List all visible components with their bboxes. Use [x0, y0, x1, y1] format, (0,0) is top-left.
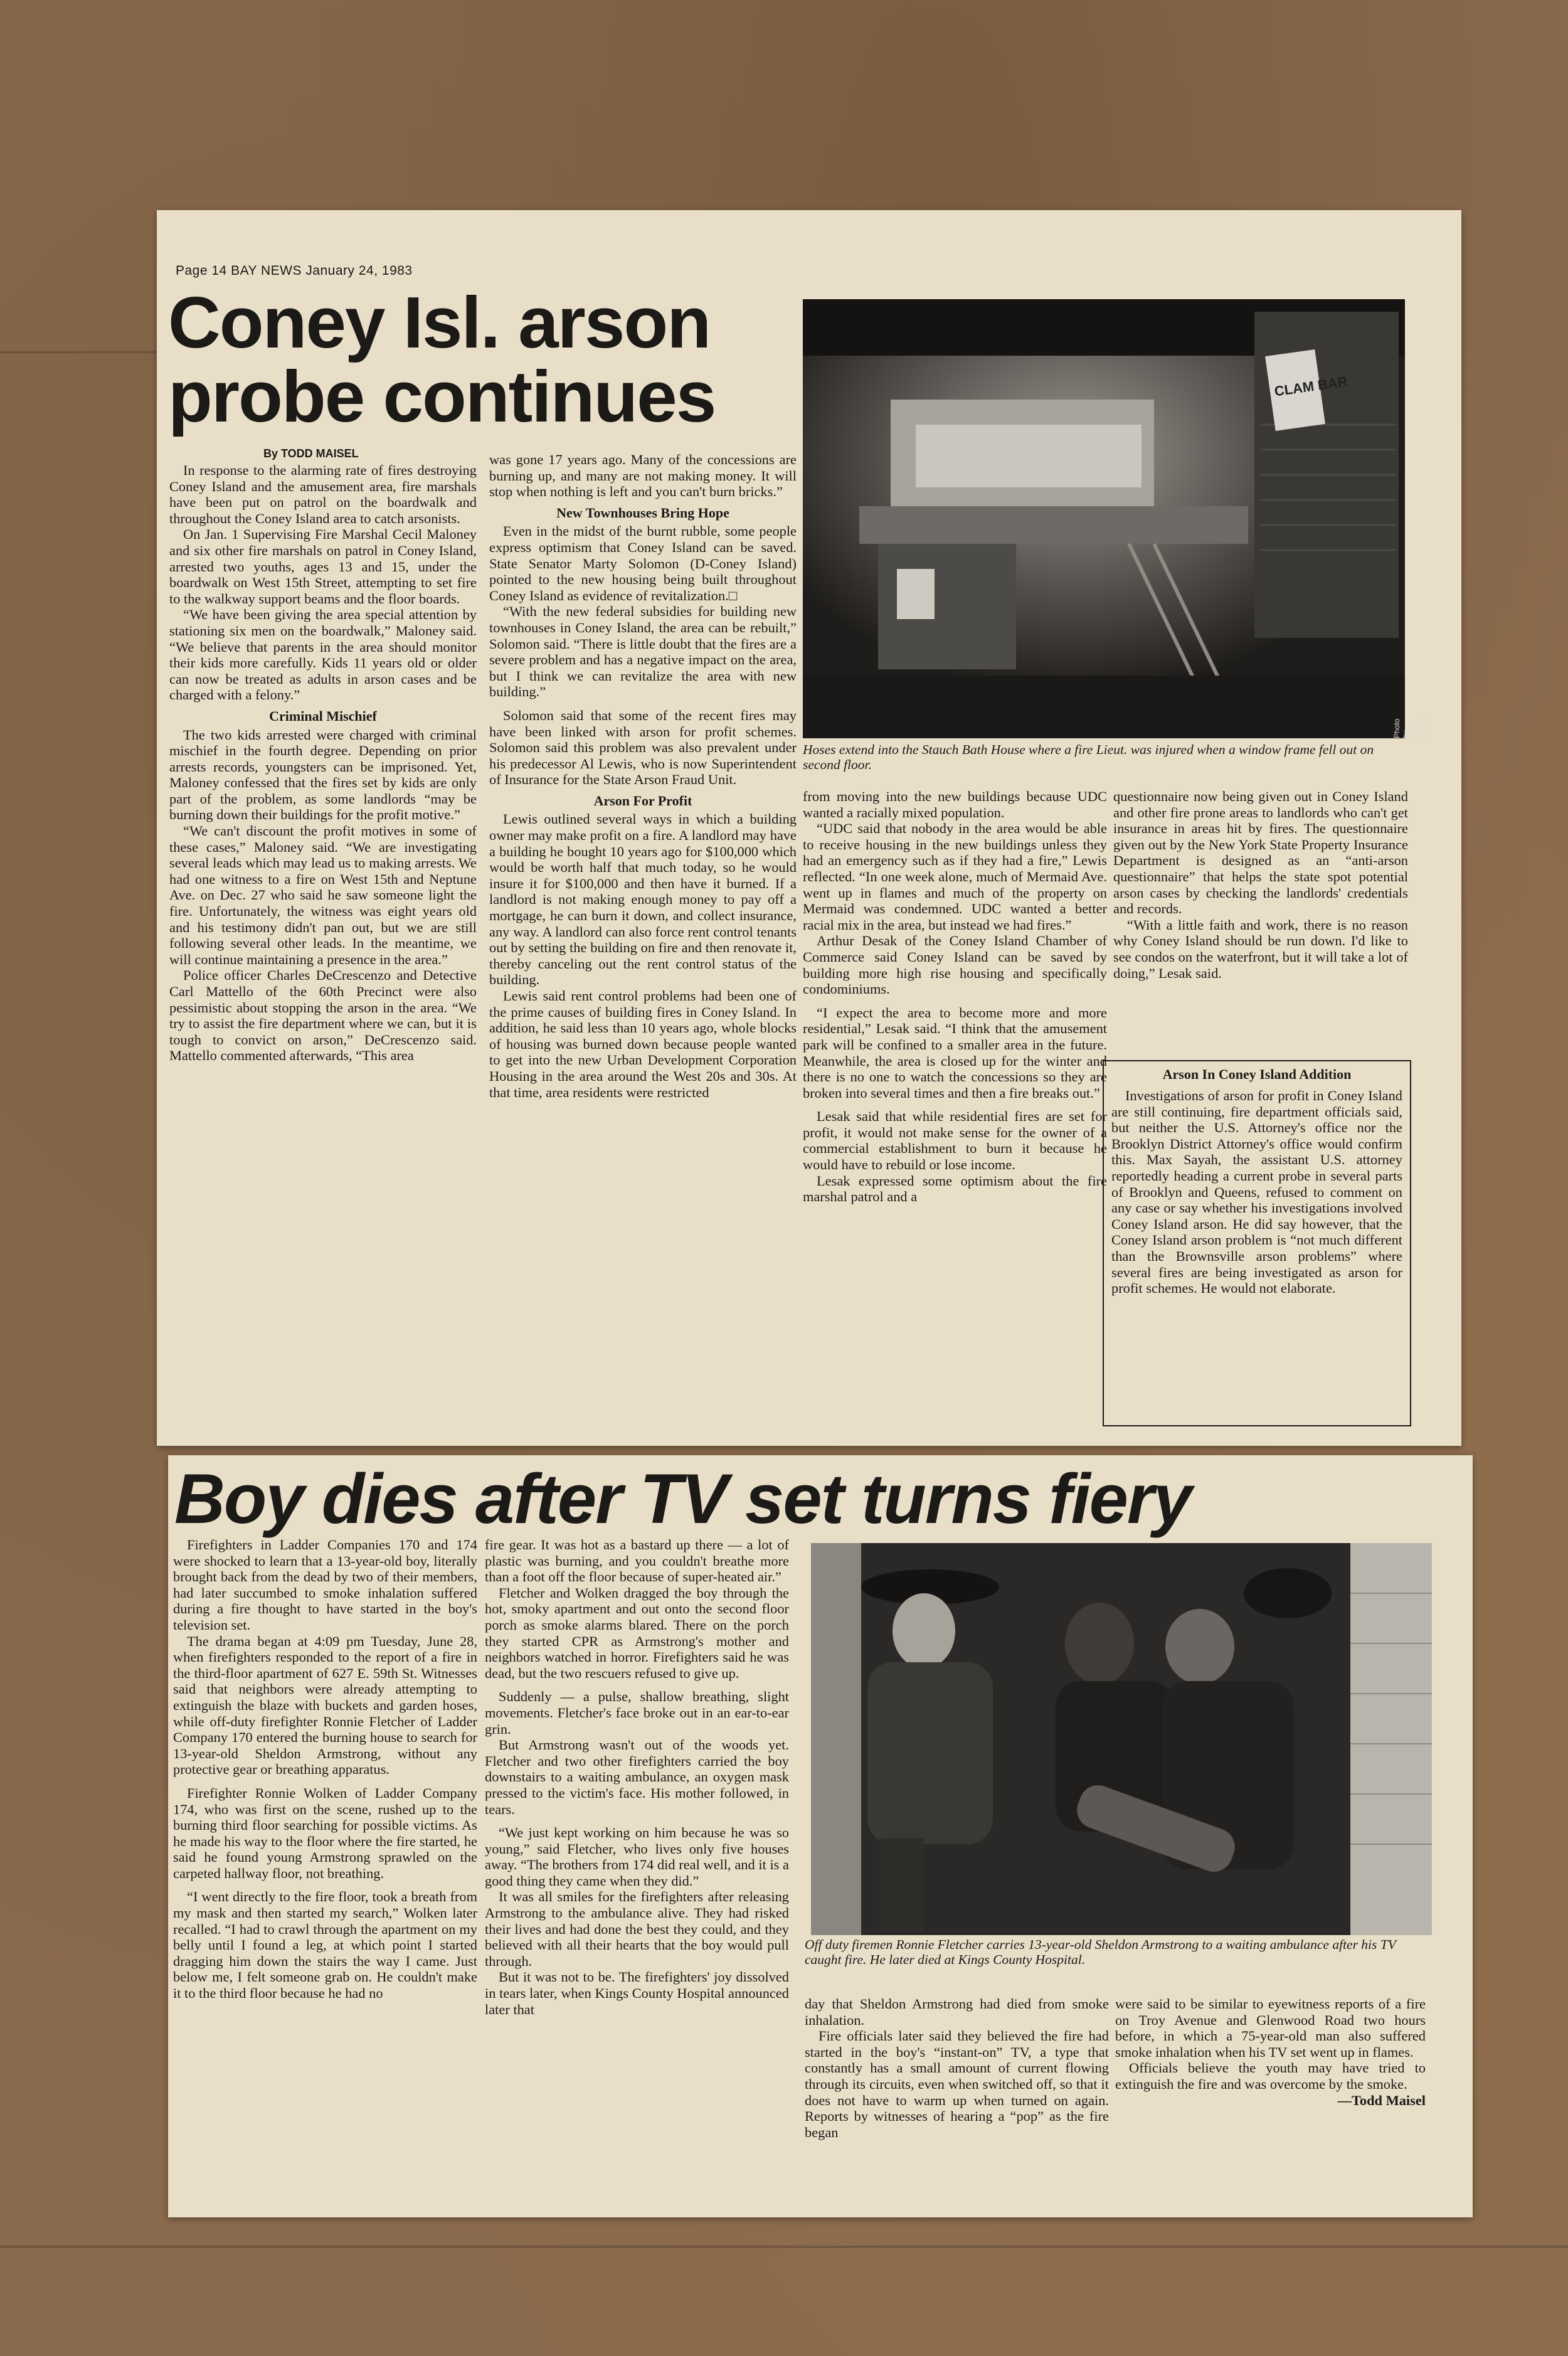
- article-column-4: [1115, 1996, 1426, 2108]
- paragraph: from moving into the new buildings because UDC wanted a racially mixed population.: [803, 788, 1107, 820]
- photo-sign-text: CLAM BAR: [1273, 373, 1348, 400]
- paragraph: Investigations of arson for profit in Coney Island are still continuing, fire department officials said, but neither the U.S. Attorney's office nor the Brooklyn District Attorney's office would confirm this. Max Sayah, the assistant U.S. attorney reportedly heading a current probe in several parts of Brooklyn and Queens, refused to comment on any case or say whether his investigations involved Coney Island arson. He did say however, that the Coney Island arson problem is “not much different than the Brownsville arson problems” where several fires are being investigated as arson for profit schemes. He would not elaborate.: [1111, 1088, 1402, 1297]
- article-column-2: [485, 1537, 789, 2017]
- photo-fire-truck-clam-bar: [803, 299, 1428, 738]
- paragraph: Officials believe the youth may have tried to extinguish the fire and was overcome by the smoke.: [1115, 2060, 1426, 2092]
- photo-caption-2: Off duty firemen Ronnie Fletcher carries 13-year-old Sheldon Armstrong to a waiting ambulance after his TV caught fire. He later died at Kings County Hospital.: [805, 1937, 1396, 1967]
- paragraph: But it was not to be. The firefighters' joy dissolved in tears later, when Kings County Hospital announced later that: [485, 1969, 789, 2017]
- article-column-1: [169, 462, 477, 1064]
- paragraph: On Jan. 1 Supervising Fire Marshal Cecil Maloney and six other fire marshals on patrol in Coney Island, arrested two youths, ages 13 and 15, under the boardwalk on West 15th Street, attempting to set fire to the walkway support beams and the floor boards.: [169, 526, 477, 607]
- subhead-criminal-mischief: Criminal Mischief: [269, 708, 377, 724]
- paragraph: “With the new federal subsidies for building new townhouses in Coney Island, the area can be rebuilt,” Solomon said. “There is little doubt that the fires are a severe problem and has a negative impact on the area, but I think we can revitalize the area with new building.”: [489, 603, 797, 700]
- sidebar-box-title: Arson In Coney Island Addition: [1162, 1066, 1352, 1082]
- paragraph: “I expect the area to become more and more residential,” Lesak said. “I think that the amusement park will be confined to a smaller area in the future. Meanwhile, the area is closed up for the winter and there is no one to watch the concessions so they are broken into several times and then a fire breaks out.”: [803, 1004, 1107, 1101]
- paragraph: Fire officials later said they believed the fire had started in the boy's “instant-on” TV, a type that constantly has a small amount of current flowing through its circuits, even when switched off, so that it does not have to warm up when turned on again. Reports by witnesses of hearing a “pop” as the fire began: [805, 2028, 1109, 2140]
- photo-credit: Photo by Todd Maisel: [1392, 716, 1428, 738]
- article-column-2: [489, 452, 797, 1100]
- sidebar-box-arson-addition: [1103, 1060, 1411, 1426]
- headline-boy-dies: Boy dies after TV set turns fiery: [174, 1460, 1191, 1538]
- paragraph: “With a little faith and work, there is no reason why Coney Island should be run down. I'd like to see condos on the waterfront, but it will take a lot of doing,” Lesak said.: [1113, 916, 1408, 981]
- paragraph: “We have been giving the area special attention by stationing six men on the boardwalk,” Maloney said. “We believe that parents in the area should monitor their kids more carefully. Kids 11 years old or older can now be treated as adults in arson cases and be charged with a felony.”: [169, 607, 477, 703]
- photo-caption-1: Hoses extend into the Stauch Bath House where a fire Lieut. was injured when a window frame fell out on second floor.: [803, 742, 1374, 772]
- paragraph: The two kids arrested were charged with criminal mischief in the fourth degree. Depending on prior arrests records, youngsters can be imprisoned. Yet, Maloney confessed that the fires set by kids are only part of the problem, as some landlords “may be burning down their buildings for the profit motive.”: [169, 726, 477, 823]
- paragraph: Arthur Desak of the Coney Island Chamber of Commerce said Coney Island can be saved by building more high rise housing and specifically condominiums.: [803, 933, 1107, 997]
- subhead-arson-for-profit: Arson For Profit: [593, 792, 692, 809]
- paragraph: Even in the midst of the burnt rubble, some people express optimism that Coney Island can be saved. State Senator Marty Solomon (D-Coney Island) pointed to the new housing being built throughout Coney Island as evidence of revitalization.□: [489, 523, 797, 603]
- paragraph: were said to be similar to eyewitness reports of a fire on Troy Avenue and Glenwood Road two hours before, in which a 75-year-old man also suffered smoke inhalation when his TV set went up in flames.: [1115, 1996, 1426, 2060]
- paragraph: “UDC said that nobody in the area would be able to receive housing in the new buildings unless they had an emergency such as if they had a fire,” Lewis reflected. “In one week alone, much of Mermaid Ave. went up in flames and much of the property on Mermaid was condemned. UDC wanted a better racial mix in the area, but instead we had fires.”: [803, 820, 1107, 933]
- subhead-new-townhouses: New Townhouses Bring Hope: [556, 504, 729, 521]
- paragraph: fire gear. It was hot as a bastard up there — a lot of plastic was burning, and you couldn't breathe more than a foot off the floor because of super-heated air.”: [485, 1537, 789, 1585]
- paragraph: “We can't discount the profit motives in some of these cases,” Maloney said. “We are investigating several leads which may lead us to making arrests. We had one witness to a fire on West 15th and Neptune Ave. on Dec. 27 who said he saw someone light the fire. Unfortunately, the witness was eight years old and his testimony didn't pan out, but we are still following several other leads. In the meantime, we will continue maintaining a presence in the area.”: [169, 823, 477, 967]
- paragraph: “I went directly to the fire floor, took a breath from my mask and then started my search,” Wolken later recalled. “I had to crawl through the apartment on my belly until I found a leg, at which point I started dragging him down the stairs the way I came. Just below me, I felt someone grab on. He couldn't make it to the third floor because he had no: [173, 1889, 477, 2002]
- article-column-4: [1113, 788, 1408, 981]
- paragraph: Firefighter Ronnie Wolken of Ladder Company 174, who was first on the scene, rushed up to the burning third floor searching for possible victims. As he made his way to the floor where the fire started, he said he found young Armstrong sprawled on the carpeted hallway floor, not breathing.: [173, 1785, 477, 1881]
- paragraph: But Armstrong wasn't out of the woods yet. Fletcher and two other firefighters carried the boy downstairs to a waiting ambulance, an oxygen mask pressed to the victim's face. His mother followed, in tears.: [485, 1737, 789, 1817]
- clipping-boy-dies: [168, 1455, 1473, 2217]
- signature: —Todd Maisel: [1337, 2092, 1426, 2108]
- paragraph: Firefighters in Ladder Companies 170 and 174 were shocked to learn that a 13-year-old boy, literally brought back from the dead by two of their members, had later succumbed to smoke inhalation suffered during a fire thought to have started in the boy's television set.: [173, 1537, 477, 1633]
- page-folio: Page 14 BAY NEWS January 24, 1983: [176, 263, 413, 278]
- paragraph: Lewis said rent control problems had been one of the prime causes of building fires in Coney Island. In addition, he said less than 10 years ago, whole blocks of housing was burned down because people wanted to get into the new Urban Development Corporation Housing in the area around the West 20s and 30s. At that time, area residents were restricted: [489, 988, 797, 1100]
- headline-arson-probe: Coney Isl. arson probe continues: [168, 282, 716, 437]
- byline: By TODD MAISEL: [263, 447, 359, 460]
- paragraph: Suddenly — a pulse, shallow breathing, slight movements. Fletcher's face broke out in an ear-to-ear grin.: [485, 1689, 789, 1737]
- paragraph: Lesak said that while residential fires are set for profit, it would not make sense for the owner of a commercial establishment to burn it because he would have to rebuild or lose income.: [803, 1108, 1107, 1173]
- paragraph: The drama began at 4:09 pm Tuesday, June 28, when firefighters responded to the report of a fire in the third-floor apartment of 627 E. 59th St. Witnesses said that neighbors were already attempting to extinguish the blaze with buckets and garden hoses, while off-duty firefighter Ronnie Fletcher of Ladder Company 170 entered the burning house to search for 13-year-old Sheldon Armstrong, without any protective gear or breathing apparatus.: [173, 1633, 477, 1778]
- paragraph: day that Sheldon Armstrong had died from smoke inhalation.: [805, 1996, 1109, 2028]
- paragraph: In response to the alarming rate of fires destroying Coney Island and the amusement area, fire marshals have been put on patrol on the boardwalk and throughout the Coney Island area to catch arsonists.: [169, 462, 477, 526]
- paragraph: Solomon said that some of the recent fires may have been linked with arson for profit schemes. Solomon said this problem was also prevalent under his predecessor Al Lewis, who is now Superintendent of Insurance for the State Arson Fraud Unit.: [489, 707, 797, 788]
- photo-fire-truck-illustration: [803, 299, 1405, 738]
- paragraph: Lesak expressed some optimism about the fire marshal patrol and a: [803, 1172, 1107, 1205]
- paragraph: was gone 17 years ago. Many of the concessions are burning up, and many are not making money. It will stop when nothing is left and you can't burn bricks.”: [489, 452, 797, 500]
- cardboard-crease: [0, 2246, 1568, 2248]
- paragraph: “We just kept working on him because he was so young,” said Fletcher, who lives only five houses away. “The brothers from 174 did real well, and it is a good thing they came when they did.”: [485, 1825, 789, 1889]
- sidebar-box-text: [1104, 1088, 1410, 1297]
- paragraph: questionnaire now being given out in Coney Island and other fire prone areas to landlords who can't get insurance in areas hit by fires. The questionnaire given out by the New York State Property Insurance Department is designed as an “anti-arson questionnaire” that helps the state spot potential arson cases by checking the landlords' credentials and records.: [1113, 788, 1408, 917]
- article-column-1: [173, 1537, 477, 2002]
- photo-firemen-illustration: [811, 1543, 1432, 1935]
- article-column-3: [803, 788, 1107, 1205]
- article-column-3: [805, 1996, 1109, 2140]
- paragraph: Police officer Charles DeCrescenzo and Detective Carl Mattello of the 60th Precinct were also pessimistic about stopping the arson in the area. “We try to assist the fire department where we can, but it is tough to convict on arson,” DeCrescenzo said. Mattello commented afterwards, “This area: [169, 967, 477, 1064]
- clipping-arson-probe: [157, 210, 1461, 1446]
- paragraph: It was all smiles for the firefighters after releasing Armstrong to the ambulance alive. They had risked their lives and had done the best they could, and they believed with all their hearts that the boy would pull through.: [485, 1889, 789, 1969]
- paragraph: Fletcher and Wolken dragged the boy through the hot, smoky apartment and out onto the second floor porch as smoke alarms blared. There on the porch they started CPR as Armstrong's mother and neighbors watched in horror. Firefighters said he was dead, but the two rescuers refused to give up.: [485, 1584, 789, 1681]
- paragraph: Lewis outlined several ways in which a building owner may make profit on a fire. A landlord may have a building he bought 10 years ago for $100,000 which would be worth half that much today, so he would insure it for $100,000 and then have it burned. If a landlord is not making enough money to pay off a mortgage, he can burn it down, and collect insurance, any way. A landlord can also force rent control tenants out by setting the building on fire and then renovate it, thereby canceling out the rent control status of the building.: [489, 811, 797, 988]
- photo-firemen-carry-boy: [811, 1543, 1432, 1935]
- cardboard-crease: [0, 351, 157, 353]
